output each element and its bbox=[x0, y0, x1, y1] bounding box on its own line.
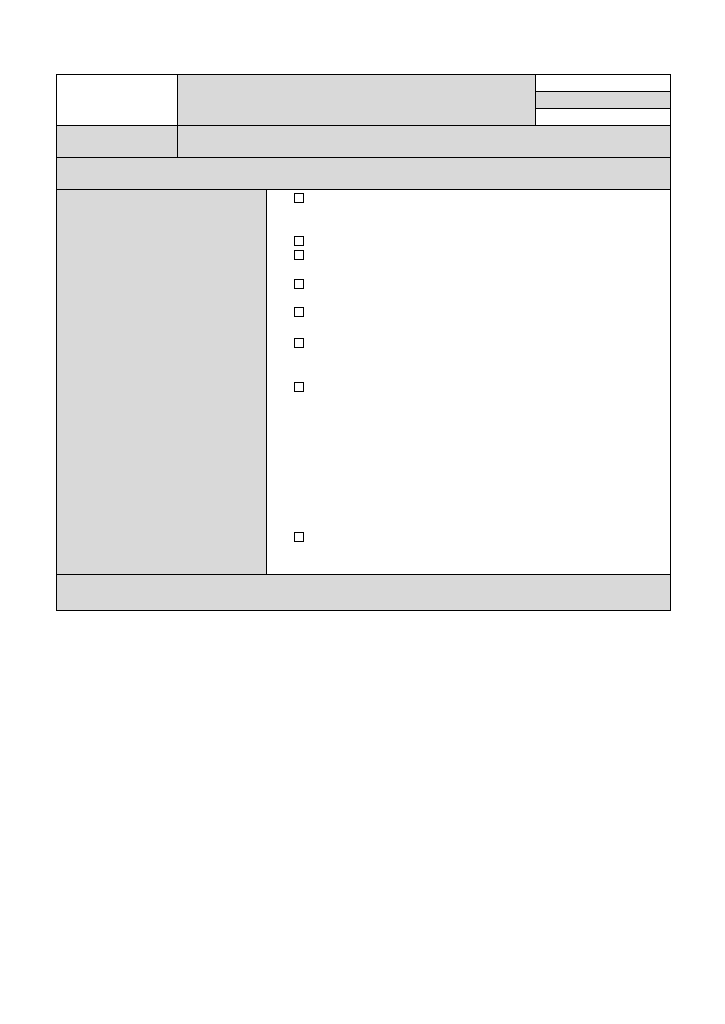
operation-title-row bbox=[56, 157, 671, 190]
ko-number bbox=[535, 75, 670, 91]
scope-block bbox=[56, 189, 671, 575]
card-title-cell bbox=[177, 75, 535, 125]
goals-question-row bbox=[56, 574, 671, 611]
checkbox-icon[interactable] bbox=[294, 236, 304, 246]
checkbox-icon[interactable] bbox=[294, 382, 304, 392]
scope-options-cell bbox=[266, 190, 670, 574]
header-block bbox=[56, 74, 671, 126]
checkbox-icon[interactable] bbox=[294, 338, 304, 348]
scope-label-cell bbox=[57, 190, 266, 574]
page-label bbox=[535, 108, 670, 125]
checkbox-icon[interactable] bbox=[294, 279, 304, 289]
checkbox-icon[interactable] bbox=[294, 193, 304, 203]
applicant-row bbox=[56, 125, 671, 158]
applicant-label bbox=[177, 126, 670, 157]
checkbox-icon[interactable] bbox=[294, 307, 304, 317]
version-label bbox=[535, 91, 670, 108]
checkbox-icon[interactable] bbox=[294, 532, 304, 542]
checkbox-icon[interactable] bbox=[294, 250, 304, 260]
